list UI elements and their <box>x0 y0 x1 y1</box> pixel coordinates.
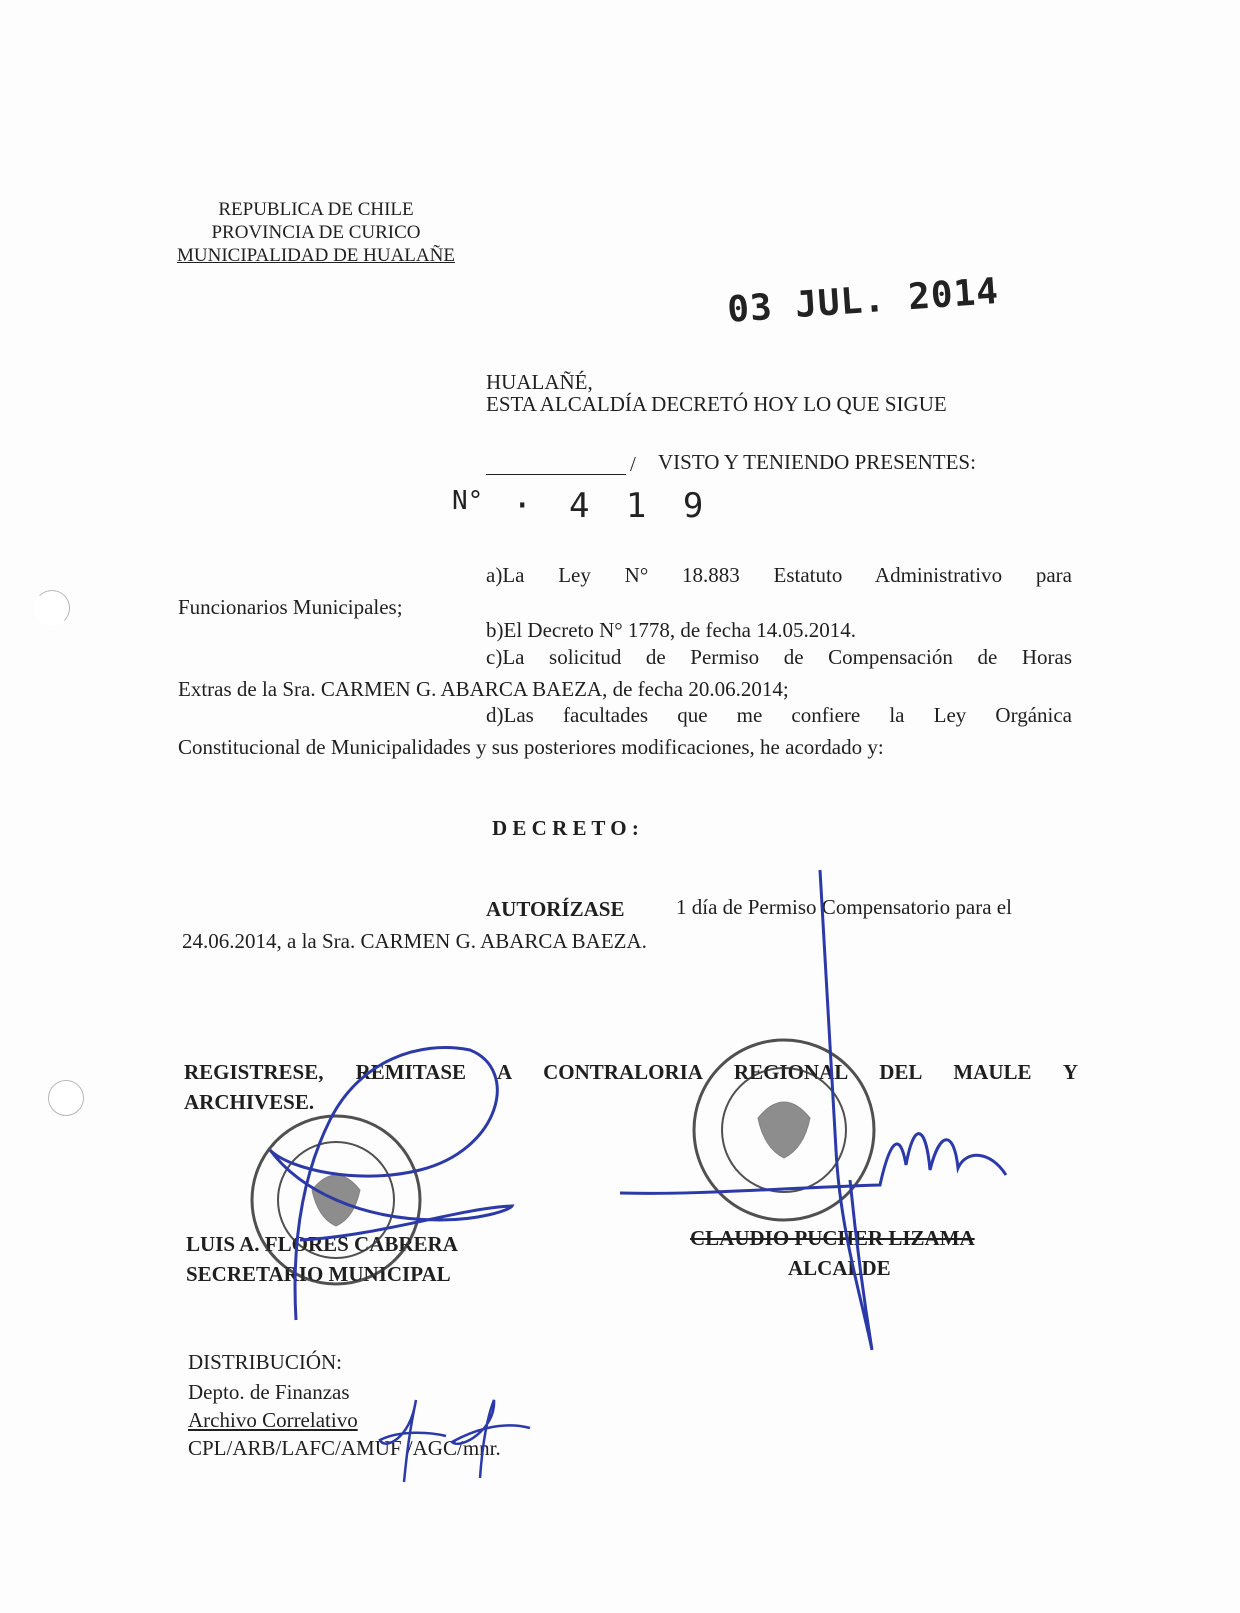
distribution-item: CPL/ARB/LAFC/AMUF /AGC/mnr. <box>188 1436 501 1460</box>
mayor-name: CLAUDIO PUCHER LIZAMA <box>690 1226 975 1250</box>
distribution-initials <box>380 1400 530 1482</box>
consideration-c-line1: c)La solicitud de Permiso de Compensación de Horas <box>486 645 1072 669</box>
slash: / <box>630 452 636 476</box>
consideration-a-line1: a)La Ley N° 18.883 Estatuto Administrativo para <box>486 563 1072 587</box>
distribution-title: DISTRIBUCIÓN: <box>188 1350 343 1374</box>
secretary-name: LUIS A. FLORES CABRERA <box>186 1232 458 1256</box>
visto-line: VISTO Y TENIENDO PRESENTES: <box>658 450 976 474</box>
distribution-item: Archivo Correlativo <box>188 1408 358 1432</box>
decree-number: · 4 1 9 <box>512 486 712 526</box>
header-municipality: MUNICIPALIDAD DE HUALAÑE <box>177 245 455 266</box>
decreto-title: D E C R E T O : <box>492 816 639 840</box>
body-line2: 24.06.2014, a la Sra. CARMEN G. ABARCA BAEZA. <box>182 929 647 953</box>
consideration-c-line2: Extras de la Sra. CARMEN G. ABARCA BAEZA, de fecha 20.06.2014; <box>178 677 789 701</box>
intro-line: ESTA ALCALDÍA DECRETÓ HOY LO QUE SIGUE <box>486 392 947 416</box>
header-province: PROVINCIA DE CURICO <box>211 222 421 243</box>
mayor-signature <box>620 870 1006 1350</box>
distribution-item: Depto. de Finanzas <box>188 1380 350 1404</box>
date-stamp: 03 JUL. 2014 <box>726 271 1001 331</box>
place: HUALAÑÉ, <box>486 370 593 394</box>
consideration-a-line2: Funcionarios Municipales; <box>178 595 403 619</box>
body-line1: 1 día de Permiso Compensatorio para el <box>676 895 1012 919</box>
header-country: REPUBLICA DE CHILE <box>218 199 414 220</box>
body-keyword: AUTORÍZASE <box>486 897 625 921</box>
closing-line1: REGISTRESE, REMITASE A CONTRALORIA REGIONAL DEL MAULE Y <box>184 1060 1078 1084</box>
mayor-title: ALCALDE <box>788 1256 891 1280</box>
consideration-d-line1: d)Las facultades que me confiere la Ley Orgánica <box>486 703 1072 727</box>
consideration-d-line2: Constitucional de Municipalidades y sus posteriores modificaciones, he acordado y: <box>178 735 884 759</box>
secretary-title: SECRETARIO MUNICIPAL <box>186 1262 451 1286</box>
consideration-b: b)El Decreto N° 1778, de fecha 14.05.2014. <box>486 618 856 642</box>
decree-prefix: N° <box>452 486 484 516</box>
closing-line2: ARCHIVESE. <box>184 1090 315 1114</box>
